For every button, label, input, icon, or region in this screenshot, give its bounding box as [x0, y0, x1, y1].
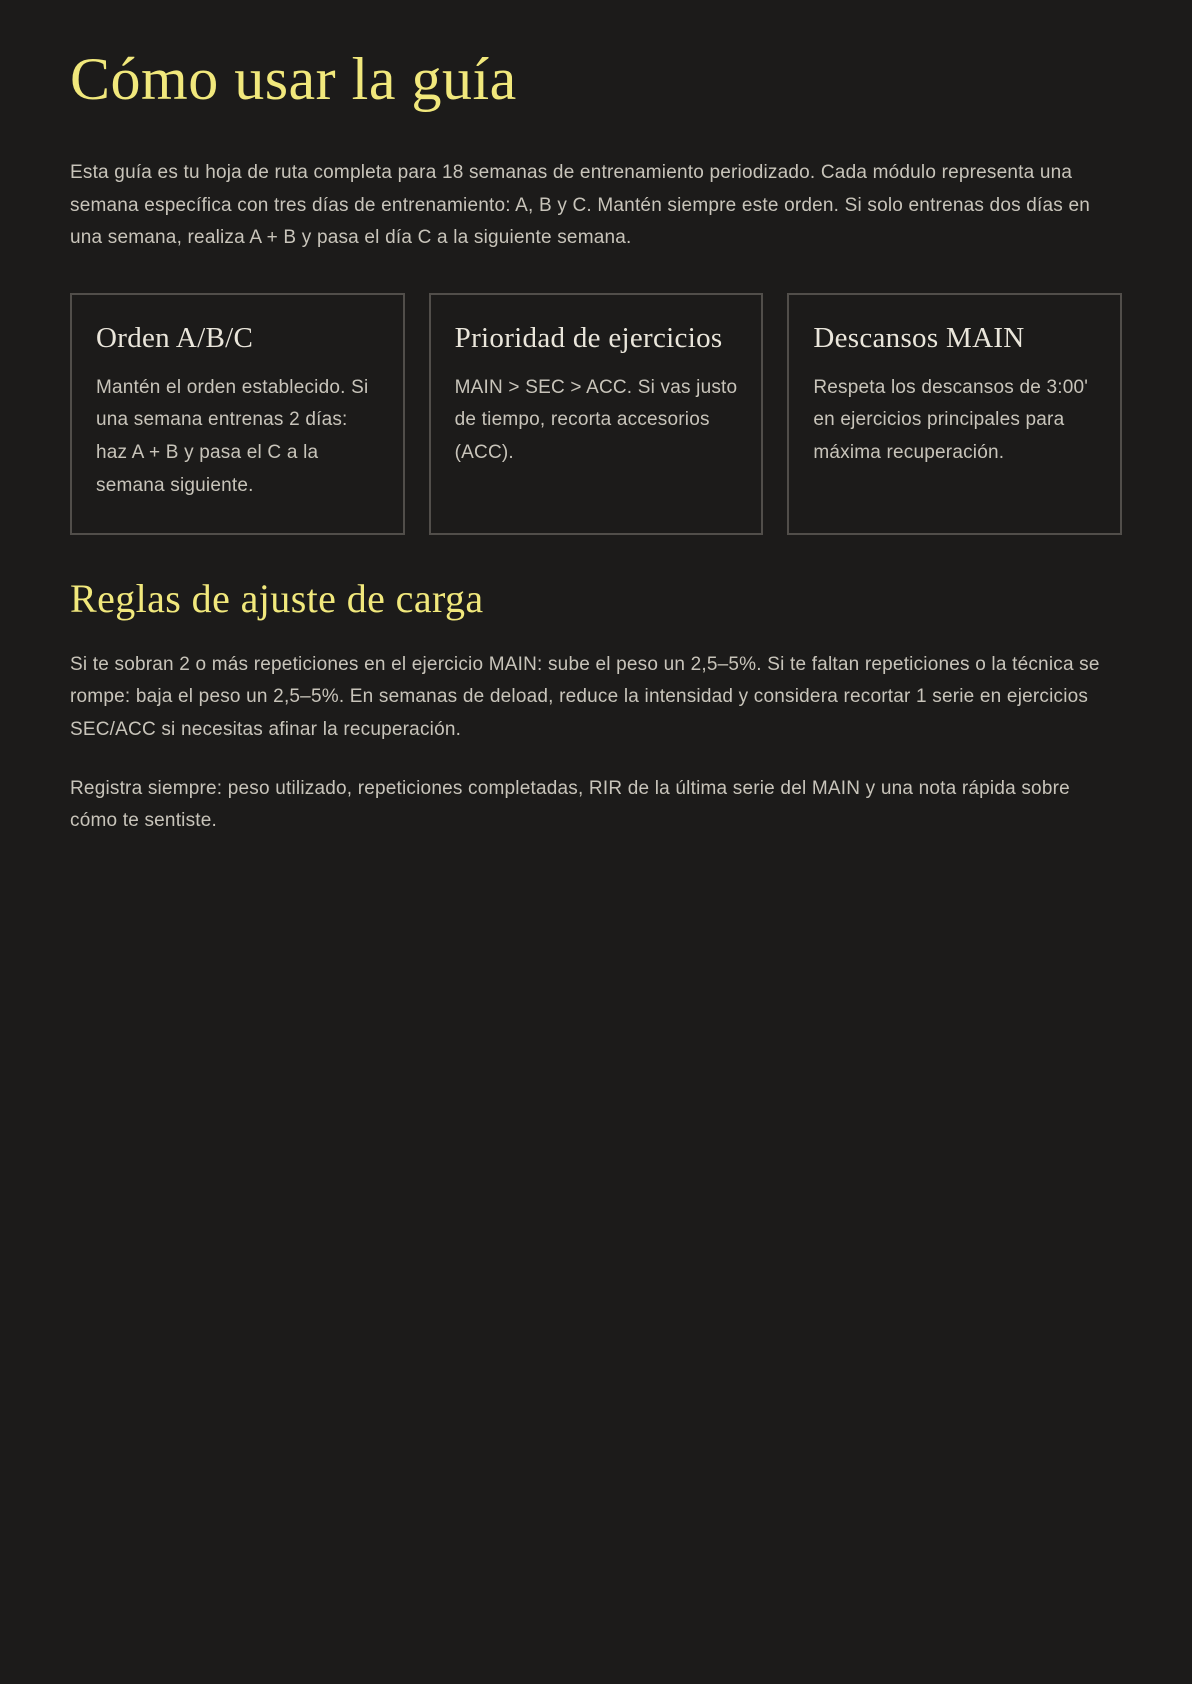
- card-body: Mantén el orden establecido. Si una semana entrenas 2 días: haz A + B y pasa el C a la semana siguiente.: [96, 376, 369, 496]
- section-paragraph-2: Registra siempre: peso utilizado, repeticiones completadas, RIR de la última serie del MAIN y una nota rápida sobre cómo te sentiste.: [70, 777, 1070, 832]
- page-title: Cómo usar la guía: [70, 46, 517, 112]
- card-descansos-main: [787, 293, 1122, 534]
- card-prioridad-ejercicios: [429, 293, 764, 534]
- card-title: Orden A/B/C: [96, 322, 254, 355]
- info-cards-row: [70, 293, 1122, 534]
- section-heading: Reglas de ajuste de carga: [70, 575, 484, 621]
- card-body: MAIN > SEC > ACC. Si vas justo de tiempo, recorta accesorios (ACC).: [454, 376, 738, 464]
- intro-paragraph: Esta guía es tu hoja de ruta completa para 18 semanas de entrenamiento periodizado. Cada módulo representa una semana específica con tres días de entrenamiento: A, B y C. Mantén siempre este orden. Si solo entrenas dos días en una semana, realiza A + B y pasa el día C a la siguiente semana.: [70, 162, 1090, 249]
- card-body: Respeta los descansos de 3:00' en ejercicios principales para máxima recuperación.: [813, 376, 1089, 464]
- section-paragraph-1: Si te sobran 2 o más repeticiones en el ejercicio MAIN: sube el peso un 2,5–5%. Si te faltan repeticiones o la técnica se rompe: baja el peso un 2,5–5%. En semanas de deload, reduce la intensidad y considera recortar 1 serie en ejercicios SEC/ACC si necesitas afinar la recuperación.: [70, 653, 1100, 740]
- load-adjustment-section: [70, 575, 1122, 838]
- card-title: Prioridad de ejercicios: [454, 322, 723, 355]
- card-orden-abc: [70, 293, 405, 534]
- card-title: Descansos MAIN: [813, 322, 1025, 355]
